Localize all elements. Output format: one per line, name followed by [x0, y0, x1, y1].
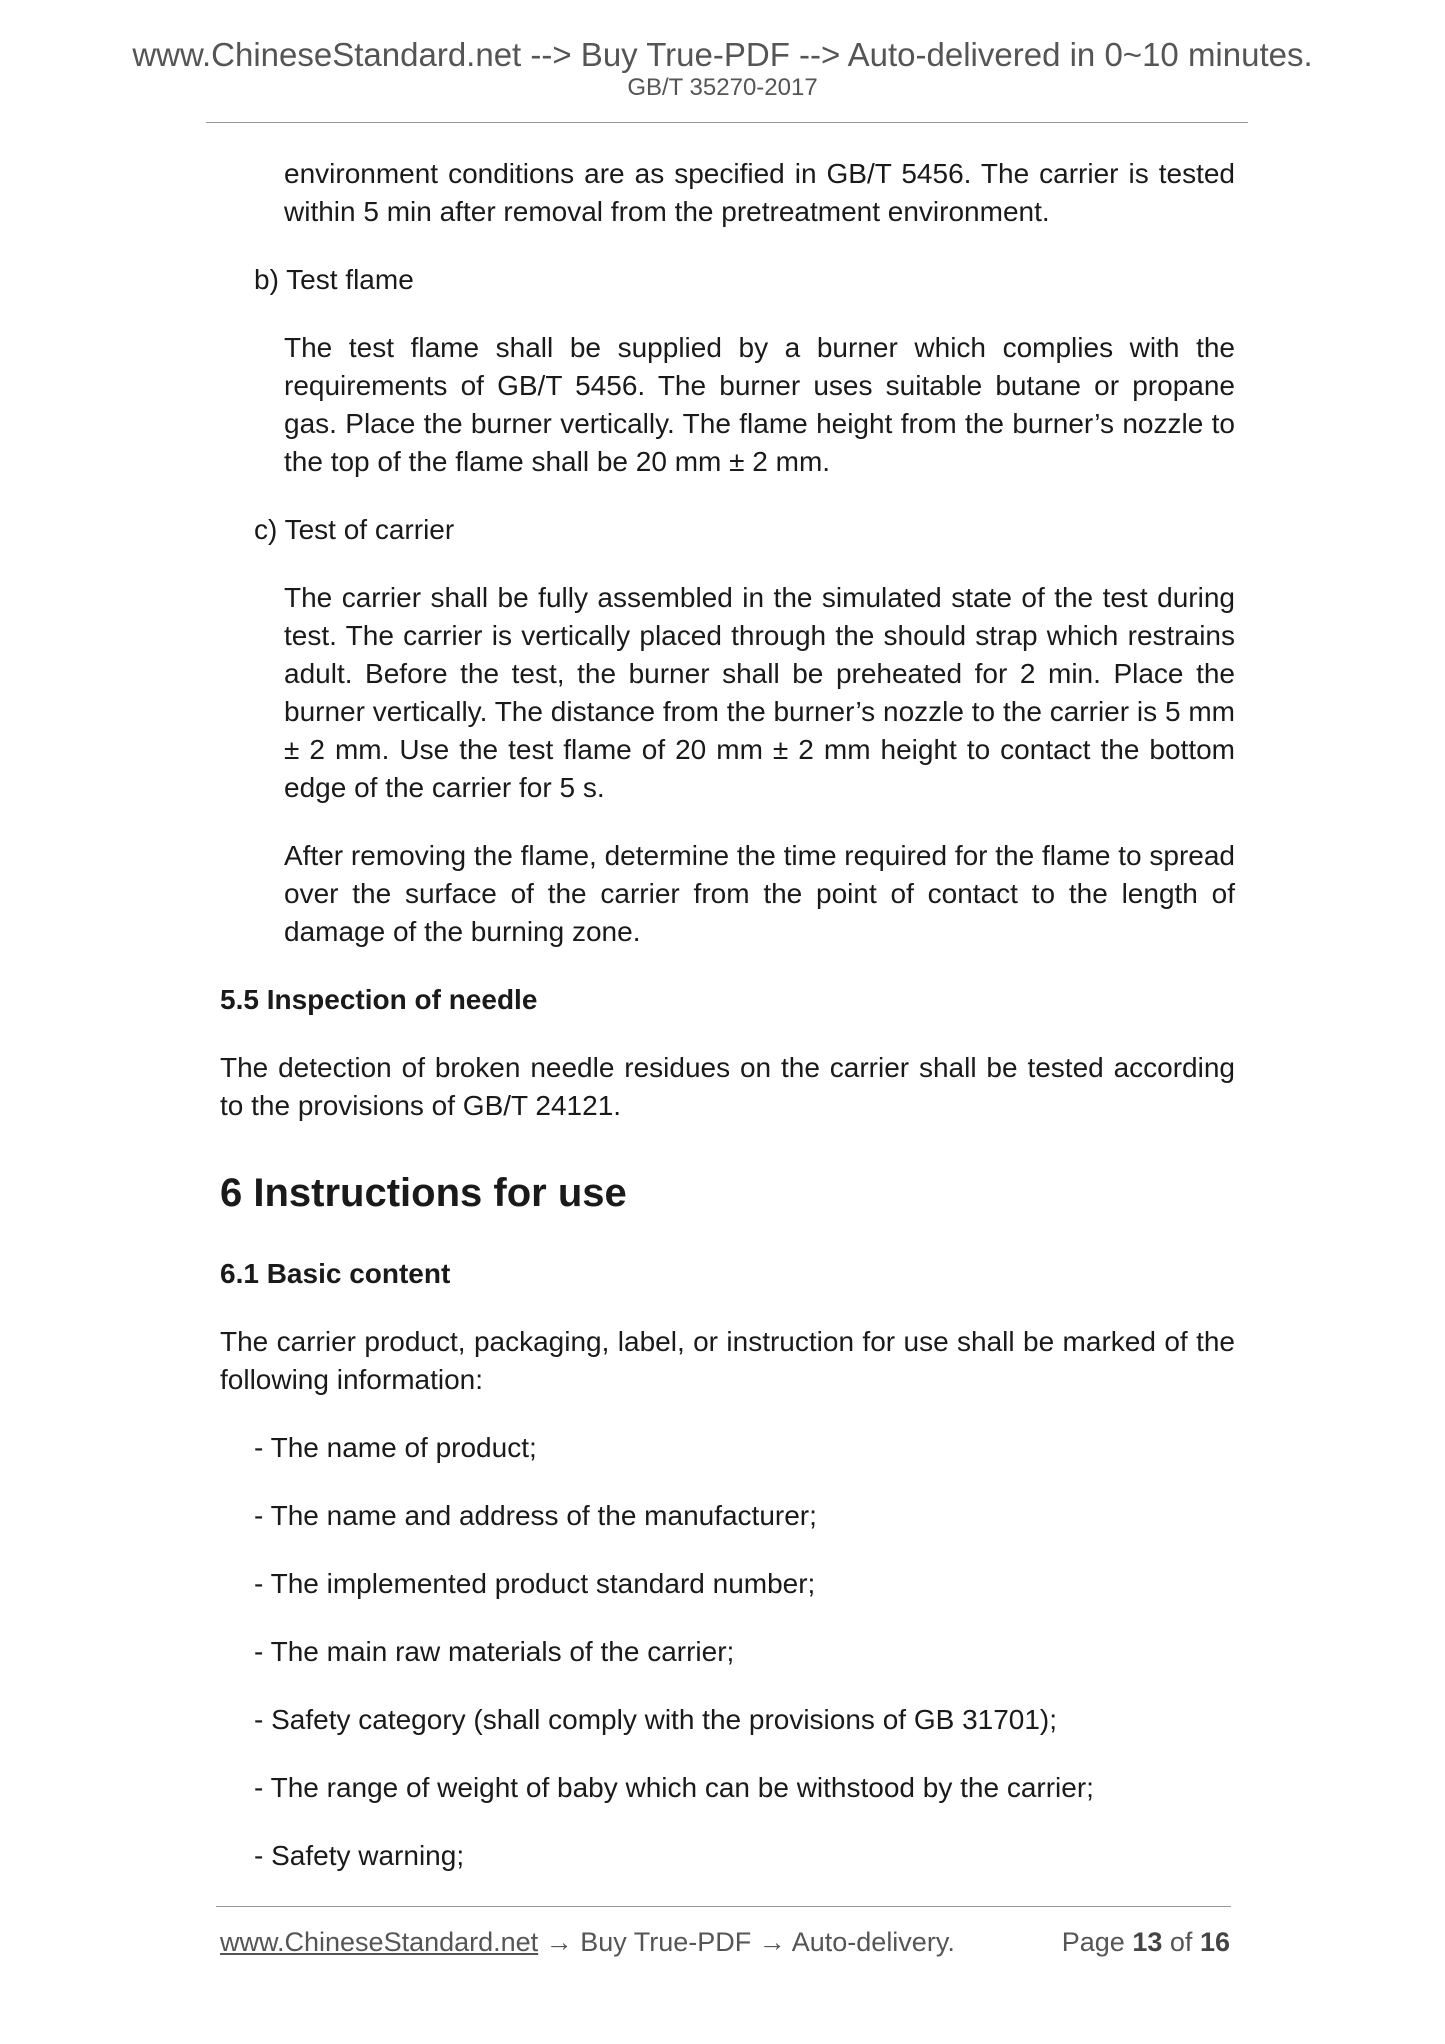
page-content — [220, 155, 1235, 1875]
paragraph-needle: The detection of broken needle residues on the carrier shall be tested according to the provisions of GB/T 24121. — [220, 1052, 1235, 1121]
paragraph-environment: environment conditions are as specified in GB/T 5456. The carrier is tested within 5 min after removal from the pretreatment environment. — [284, 158, 1235, 227]
list-item: - Safety category (shall comply with the provisions of GB 31701); — [254, 1704, 1058, 1735]
header-divider — [206, 122, 1248, 123]
paragraph-test-flame: The test flame shall be supplied by a burner which complies with the requirements of GB/T 5456. The burner uses suitable butane or propane gas. Place the burner vertically. The flame height from the burner’s nozzle to the top of the flame shall be 20 mm ± 2 mm. — [284, 332, 1235, 477]
footer-tagline: → Buy True-PDF → Auto-delivery. — [538, 1927, 955, 1957]
page-total: 16 — [1199, 1927, 1230, 1957]
footer — [220, 1925, 1230, 1959]
item-b-heading: b) Test flame — [254, 264, 414, 295]
item-c-heading: c) Test of carrier — [254, 514, 455, 545]
paragraph-test-carrier: The carrier shall be fully assembled in the simulated state of the test during test. The carrier is vertically placed through the should strap which restrains adult. Before the test, the burner shall be preheated for 2 min. Place the burner vertically. The distance from the burner’s nozzle to the carrier is 5 mm ± 2 mm. Use the test flame of 20 mm ± 2 mm height to contact the bottom edge of the carrier for 5 s. — [284, 582, 1235, 803]
list-item: - Safety warning; — [254, 1840, 465, 1871]
footer-link[interactable]: www.ChineseStandard.net — [220, 1927, 539, 1957]
paragraph-basic-content: The carrier product, packaging, label, or instruction for use shall be marked of the following information: — [220, 1326, 1235, 1395]
header-banner: www.ChineseStandard.net --> Buy True-PDF --> Auto-delivered in 0~10 minutes. — [132, 36, 1313, 73]
paragraph-after-removing: After removing the flame, determine the time required for the flame to spread over the surface of the carrier from the point of contact to the length of damage of the burning zone. — [284, 840, 1235, 947]
page-indicator — [1062, 1925, 1230, 1959]
of-label: of — [1169, 1927, 1193, 1957]
list-item: - The implemented product standard number; — [254, 1568, 816, 1599]
heading-6-1: 6.1 Basic content — [220, 1258, 451, 1289]
heading-6: 6 Instructions for use — [220, 1171, 627, 1215]
list-item: - The name of product; — [254, 1432, 537, 1463]
page-label: Page — [1061, 1927, 1125, 1957]
heading-5-5: 5.5 Inspection of needle — [220, 984, 538, 1015]
list-item: - The range of weight of baby which can be withstood by the carrier; — [254, 1772, 1094, 1803]
list-item: - The main raw materials of the carrier; — [254, 1636, 735, 1667]
standard-code: GB/T 35270-2017 — [627, 74, 818, 101]
footer-divider — [216, 1906, 1231, 1907]
list-item: - The name and address of the manufacturer; — [254, 1500, 817, 1531]
page-number: 13 — [1132, 1927, 1163, 1957]
